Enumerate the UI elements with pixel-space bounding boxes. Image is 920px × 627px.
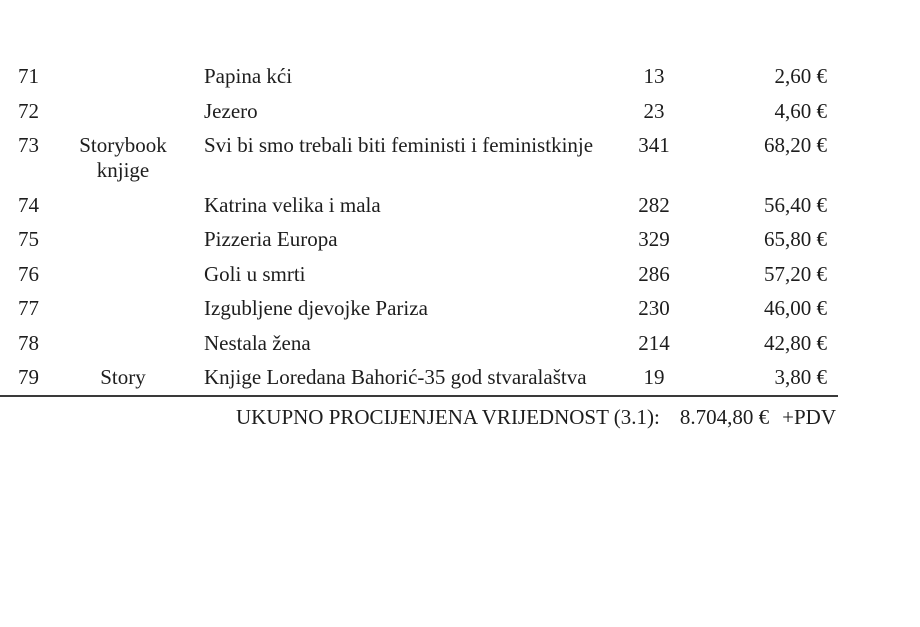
title-cell: Papina kći xyxy=(204,64,293,88)
row-number-cell: 71 xyxy=(18,64,39,88)
total-row xyxy=(236,405,836,430)
table-row xyxy=(18,99,827,124)
table-row xyxy=(18,262,827,287)
title-cell: Knjige Loredana Bahorić-35 god stvaralaštva xyxy=(204,365,587,389)
row-number-cell: 75 xyxy=(18,227,39,251)
quantity-cell: 282 xyxy=(638,192,670,217)
row-number-cell: 76 xyxy=(18,261,39,286)
title-cell: Pizzeria Europa xyxy=(204,227,338,251)
items-table xyxy=(18,64,827,400)
table-row xyxy=(18,133,827,183)
total-vat-suffix: +PDV xyxy=(782,405,836,429)
quantity-cell: 23 xyxy=(643,98,665,123)
quantity-cell: 341 xyxy=(638,133,670,157)
price-cell: 3,80 € xyxy=(774,365,827,389)
quantity-cell: 214 xyxy=(638,330,670,355)
row-number-cell: 72 xyxy=(18,98,39,123)
price-cell: 68,20 € xyxy=(764,133,827,157)
price-cell: 65,80 € xyxy=(764,227,827,251)
price-cell: 2,60 € xyxy=(774,64,827,88)
table-row xyxy=(18,227,827,252)
total-label: UKUPNO PROCIJENJENA VRIJEDNOST (3.1): xyxy=(235,405,660,429)
quantity-cell: 13 xyxy=(643,64,665,88)
price-cell: 46,00 € xyxy=(764,296,827,320)
table-row xyxy=(18,296,827,321)
title-cell: Nestala žena xyxy=(204,330,311,355)
table-row xyxy=(18,331,827,356)
row-number-cell: 77 xyxy=(18,296,39,320)
row-number-cell: 73 xyxy=(18,133,39,157)
quantity-cell: 286 xyxy=(638,261,670,286)
total-value: 8.704,80 € xyxy=(679,405,770,429)
category-cell: Storybook knjige xyxy=(79,133,167,182)
table-bottom-rule xyxy=(0,395,838,397)
table-row xyxy=(18,193,827,218)
price-cell: 4,60 € xyxy=(774,98,827,123)
title-cell: Svi bi smo trebali biti feministi i feministkinje xyxy=(204,133,594,157)
quantity-cell: 329 xyxy=(638,227,670,251)
table-row xyxy=(18,64,827,89)
price-cell: 56,40 € xyxy=(764,192,827,217)
quantity-cell: 19 xyxy=(643,365,665,389)
quantity-cell: 230 xyxy=(638,296,670,320)
price-cell: 57,20 € xyxy=(764,261,827,286)
table-row xyxy=(18,365,827,390)
title-cell: Izgubljene djevojke Pariza xyxy=(204,296,428,320)
row-number-cell: 78 xyxy=(18,330,39,355)
row-number-cell: 79 xyxy=(18,365,39,389)
title-cell: Jezero xyxy=(204,98,258,123)
title-cell: Goli u smrti xyxy=(204,261,306,286)
category-cell: Story xyxy=(100,365,146,389)
price-cell: 42,80 € xyxy=(764,330,827,355)
row-number-cell: 74 xyxy=(18,192,39,217)
title-cell: Katrina velika i mala xyxy=(204,192,381,217)
